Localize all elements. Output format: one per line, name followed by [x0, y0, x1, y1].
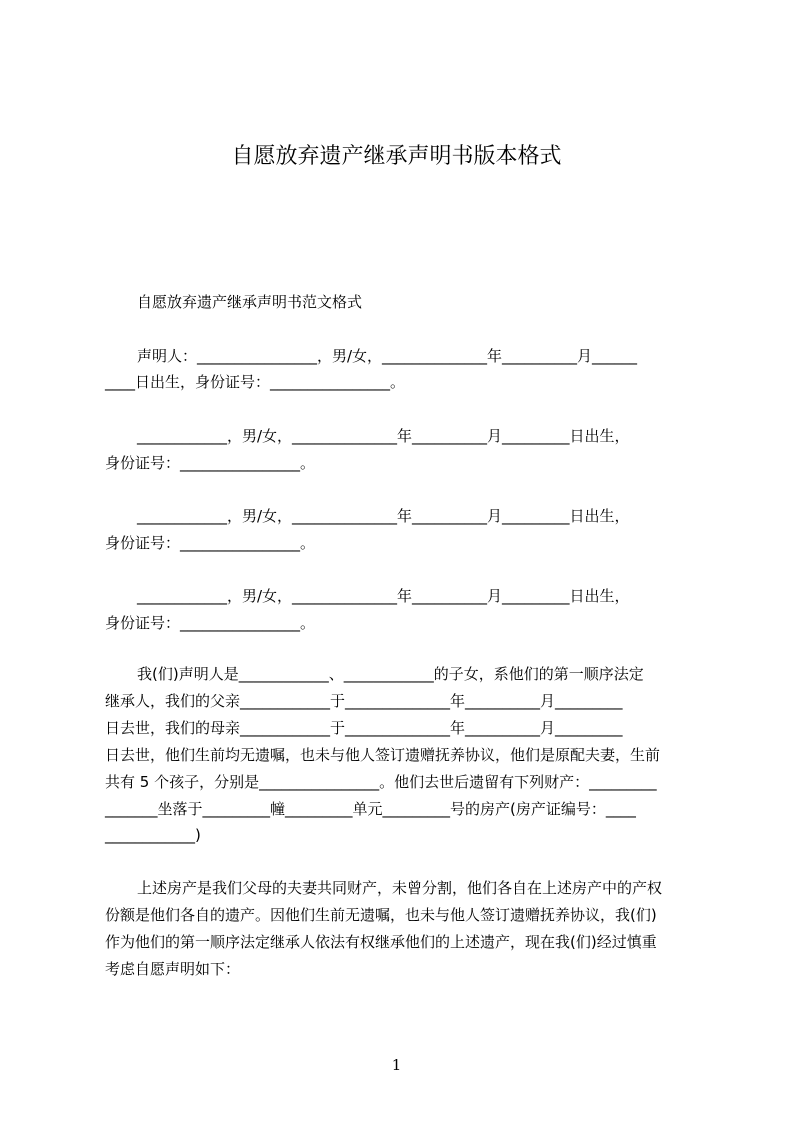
estate-paragraph-line-4: 日去世，他们生前均无遗嘱，也未与他人签订遗赠抚养协议，他们是原配夫妻，生前 — [105, 746, 661, 764]
declaration-paragraph-line-4: 考虑自愿声明如下： — [105, 960, 241, 978]
person-3-line-1: ____________，男/女，______________年__________月_________日出生， — [137, 507, 630, 525]
person-3-line-2: 身份证号：________________。 — [105, 534, 316, 552]
estate-paragraph-line-3: 日去世，我们的母亲____________于______________年__________月_________ — [105, 719, 623, 737]
person-4-line-2: 身份证号：________________。 — [105, 614, 316, 632]
person-4-line-1: ____________，男/女，______________年__________月_________日出生， — [137, 587, 630, 605]
declarant-line-2: ____日出生，身份证号：________________。 — [105, 373, 406, 391]
page-number: 1 — [391, 1056, 402, 1074]
declarant-line-1: 声明人：________________，男/女，______________年__________月______ — [137, 347, 638, 365]
declaration-paragraph-line-1: 上述房产是我们父母的夫妻共同财产，未曾分割，他们各自在上述房产中的产权 — [137, 879, 663, 897]
estate-paragraph-line-6: _______坐落于_________幢_________单元_________号的房产(房产证编号：____ — [105, 800, 636, 818]
person-2-line-2: 身份证号：________________。 — [105, 454, 316, 472]
subtitle: 自愿放弃遗产继承声明书范文格式 — [137, 293, 363, 311]
declaration-paragraph-line-3: 作为他们的第一顺序法定继承人依法有权继承他们的上述遗产，现在我(们)经过慎重 — [105, 933, 657, 951]
declaration-paragraph-line-2: 份额是他们各自的遗产。因他们生前无遗嘱，也未与他人签订遗赠抚养协议，我(们) — [105, 906, 657, 924]
person-2-line-1: ____________，男/女，______________年__________月_________日出生， — [137, 427, 630, 445]
document-title: 自愿放弃遗产继承声明书版本格式 — [231, 144, 562, 169]
estate-paragraph-line-1: 我(们)声明人是____________、____________的子女，系他们的第一顺序法定 — [137, 665, 644, 683]
estate-paragraph-line-2: 继承人，我们的父亲____________于______________年__________月_________ — [105, 692, 623, 710]
estate-paragraph-line-7: ____________) — [105, 826, 201, 844]
estate-paragraph-line-5: 共有 5 个孩子，分别是________________。他们去世后遗留有下列财产：_________ — [105, 773, 657, 791]
